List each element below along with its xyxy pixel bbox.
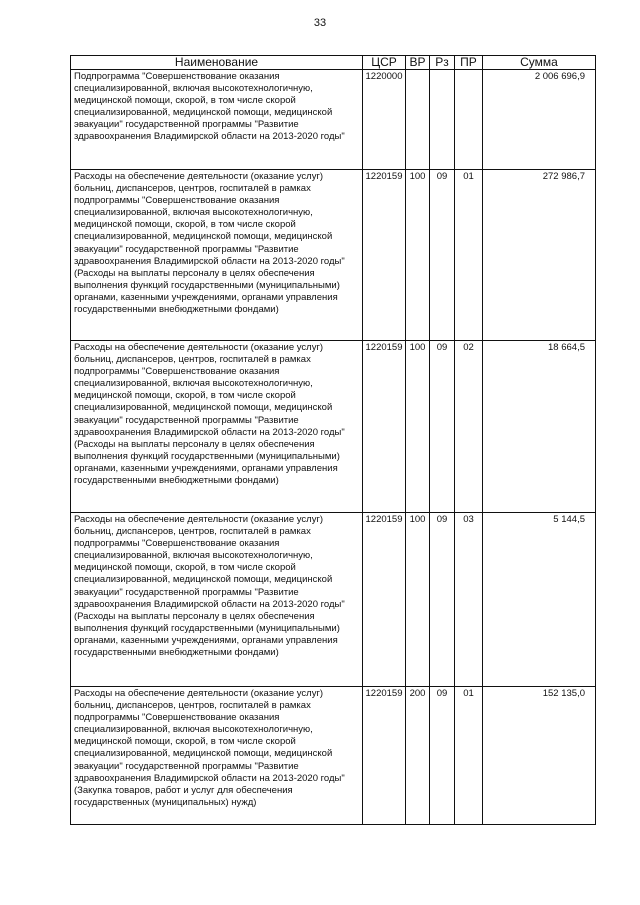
row-vr: 100 <box>406 341 430 513</box>
row-csr: 1220159 <box>363 341 406 513</box>
table-row <box>71 170 596 341</box>
row-csr: 1220000 <box>363 70 406 170</box>
header-vr: ВР <box>406 56 430 70</box>
table-header-row <box>71 56 596 70</box>
row-name: Расходы на обеспечение деятельности (оказание услуг) больниц, диспансеров, центров, госпиталей в рамках подпрограммы "Совершенствование оказания специализированной, включая высокотехнологичную, медицинской помощи, скорой, в том числе скорой специализированной, медицинской помощи, медицинской эвакуации" государственной программы "Развитие здравоохранения Владимирской области на 2013-2020 годы" (Расходы на выплаты персоналу в целях обеспечения выполнения функций государственными (муниципальными) органами, казенными учреждениями, органами управления государственными внебюджетными фондами) <box>71 513 363 687</box>
row-vr: 100 <box>406 513 430 687</box>
row-sum: 272 986,7 <box>483 170 596 341</box>
row-name: Расходы на обеспечение деятельности (оказание услуг) больниц, диспансеров, центров, госпиталей в рамках подпрограммы "Совершенствование оказания специализированной, включая высокотехнологичную, медицинской помощи, скорой, в том числе скорой специализированной, медицинской помощи, медицинской эвакуации" государственной программы "Развитие здравоохранения Владимирской области на 2013-2020 годы" (Расходы на выплаты персоналу в целях обеспечения выполнения функций государственными (муниципальными) органами, казенными учреждениями, органами управления государственными внебюджетными фондами) <box>71 341 363 513</box>
table-row <box>71 341 596 513</box>
row-csr: 1220159 <box>363 513 406 687</box>
row-pr: 02 <box>455 341 483 513</box>
row-pr <box>455 70 483 170</box>
header-name: Наименование <box>71 56 363 70</box>
header-pr: ПР <box>455 56 483 70</box>
row-rz: 09 <box>430 170 455 341</box>
row-csr: 1220159 <box>363 170 406 341</box>
row-vr: 200 <box>406 687 430 825</box>
table-row <box>71 687 596 825</box>
table-row <box>71 70 596 170</box>
row-pr: 01 <box>455 687 483 825</box>
row-pr: 01 <box>455 170 483 341</box>
header-csr: ЦСР <box>363 56 406 70</box>
row-rz: 09 <box>430 341 455 513</box>
table-row <box>71 513 596 687</box>
row-csr: 1220159 <box>363 687 406 825</box>
row-vr <box>406 70 430 170</box>
row-pr: 03 <box>455 513 483 687</box>
page-number: 33 <box>313 17 327 29</box>
row-sum: 2 006 696,9 <box>483 70 596 170</box>
budget-table <box>70 55 596 825</box>
row-sum: 18 664,5 <box>483 341 596 513</box>
row-name: Расходы на обеспечение деятельности (оказание услуг) больниц, диспансеров, центров, госпиталей в рамках подпрограммы "Совершенствование оказания специализированной, включая высокотехнологичную, медицинской помощи, скорой, в том числе скорой специализированной, медицинской помощи, медицинской эвакуации" государственной программы "Развитие здравоохранения Владимирской области на 2013-2020 годы" (Расходы на выплаты персоналу в целях обеспечения выполнения функций государственными (муниципальными) органами, казенными учреждениями, органами управления государственными внебюджетными фондами) <box>71 170 363 341</box>
header-rz: Рз <box>430 56 455 70</box>
row-sum: 5 144,5 <box>483 513 596 687</box>
row-name: Расходы на обеспечение деятельности (оказание услуг) больниц, диспансеров, центров, госпиталей в рамках подпрограммы "Совершенствование оказания специализированной, включая высокотехнологичную, медицинской помощи, скорой, в том числе скорой специализированной, медицинской помощи, медицинской эвакуации" государственной программы "Развитие здравоохранения Владимирской области на 2013-2020 годы" (Закупка товаров, работ и услуг для обеспечения государственных (муниципальных) нужд) <box>71 687 363 825</box>
row-rz: 09 <box>430 687 455 825</box>
row-sum: 152 135,0 <box>483 687 596 825</box>
row-vr: 100 <box>406 170 430 341</box>
header-sum: Сумма <box>483 56 596 70</box>
row-rz <box>430 70 455 170</box>
row-name: Подпрограмма "Совершенствование оказания специализированной, включая высокотехнологичную, медицинской помощи, скорой, в том числе скорой специализированной, медицинской помощи, медицинской эвакуации" государственной программы "Развитие здравоохранения Владимирской области на 2013-2020 годы" <box>71 70 363 170</box>
row-rz: 09 <box>430 513 455 687</box>
